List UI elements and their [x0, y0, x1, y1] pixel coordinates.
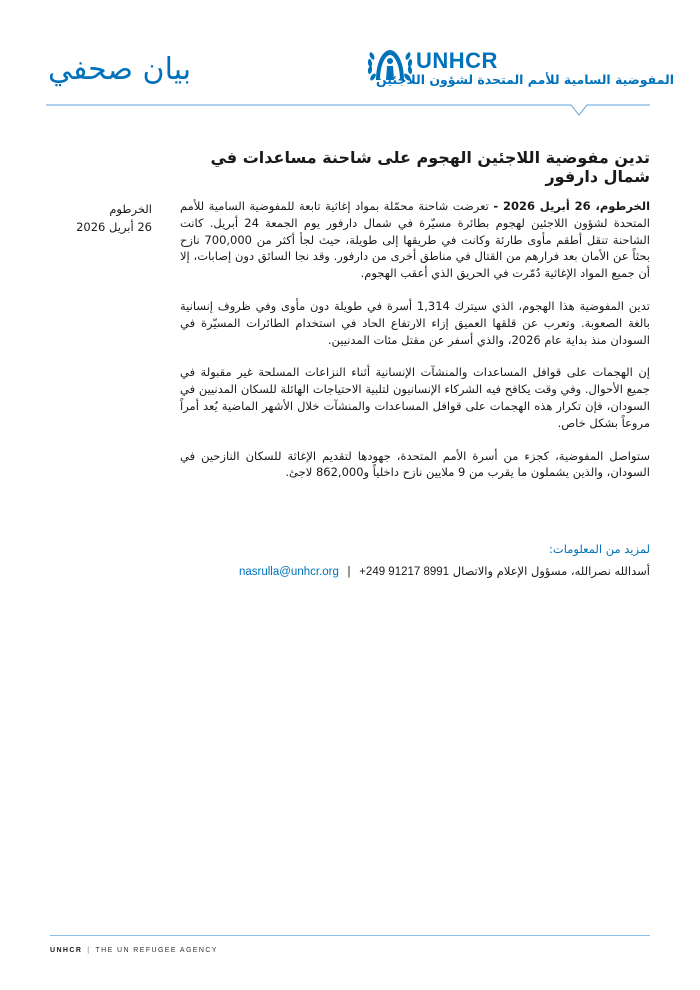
- contact-line: [180, 560, 650, 583]
- contact-email-link[interactable]: nasrulla@unhcr.org: [238, 566, 339, 578]
- paragraph-1-text: تعرضت شاحنة محمّلة بمواد إغاثية تابعة للمفوضية السامية للأمم المتحدة لشؤون اللاجئين لهجوم بطائرة مسيّرة في شمال دارفور يوم الجمعة 24 أبريل. كانت الشاحنة تنقل أطقم مأوى طارئة وكانت في طريقها إلى طويلة، حيث لجأ أكثر من 700,000 نازح بحثاً عن الأمان بعد فرارهم من القتال في مناطق أخرى من دارفور. وقد نجا السائق دون إصابات، إلا أن جميع المواد الإغاثية دُمّرت في الحريق الذي أعقب الهجوم.: [180, 199, 651, 281]
- contact-name-role: أسدالله نصرالله، مسؤول الإعلام والاتصال: [452, 564, 650, 578]
- footer-tagline: THE UN REFUGEE AGENCY: [95, 947, 218, 954]
- paragraph-4: ستواصل المفوضية، كجزء من أسرة الأمم المتحدة، جهودها لتقديم الإغاثة للسكان النازحين في السودان، والذين يشملون ما يقرب من 9 ملايين نازح داخلياً و862,000 لاجئ.: [180, 448, 650, 480]
- unhcr-wordmark: UNHCR: [416, 48, 498, 73]
- press-release-title: بيان صحفي: [48, 52, 192, 87]
- contact-separator: |: [347, 566, 351, 578]
- dateline-city: الخرطوم: [109, 202, 152, 216]
- article-body: [180, 198, 650, 497]
- footer-brand: UNHCR: [50, 947, 83, 954]
- paragraph-1: [180, 198, 650, 282]
- paragraph-3: إن الهجمات على قوافل المساعدات والمنشآت الإنسانية أثناء النزاعات المسلحة غير مقبولة في جميع الأحوال. وفي وقت يكافح فيه الشركاء الإنسانيون لتلبية الاحتياجات الهائلة للسكان المدنيين في السودان، فإن تكرار هذه الهجمات على قوافل المساعدات والمنشآت خلال الأشهر الماضية يُعد أمراً مروعاً بشكل خاص.: [180, 365, 650, 430]
- headline: تدين مفوضية اللاجئين الهجوم على شاحنة مساعدات في شمال دارفور: [210, 148, 650, 186]
- dateline-date: 26 أبريل 2026: [76, 220, 152, 234]
- unhcr-arabic-name: المفوضية السامية للأمم المتحدة لشؤون اللاجئين: [376, 72, 674, 87]
- paragraph-2: تدين المفوضية هذا الهجوم، الذي سيترك 1,314 أسرة في طويلة دون مأوى وفي ظروف إنسانية بالغة الصعوبة. وتعرب عن قلقها العميق إزاء الارتفاع الحاد في استخدام الطائرات المسيّرة في السودان منذ بداية عام 2026، والذي أسفر عن مقتل مئات المدنيين.: [180, 298, 650, 347]
- contact-phone[interactable]: +249 91217 8991: [359, 566, 450, 578]
- footer: [50, 947, 218, 954]
- contact-info: [180, 538, 650, 583]
- dateline-side: [60, 200, 152, 236]
- contact-heading: لمزيد من المعلومات:: [549, 542, 650, 556]
- footer-divider: [50, 935, 650, 936]
- lead-dateline: الخرطوم، 26 أبريل 2026 -: [493, 199, 651, 213]
- header-divider: [46, 103, 650, 119]
- footer-separator: |: [87, 947, 91, 954]
- unhcr-logo: [354, 46, 674, 94]
